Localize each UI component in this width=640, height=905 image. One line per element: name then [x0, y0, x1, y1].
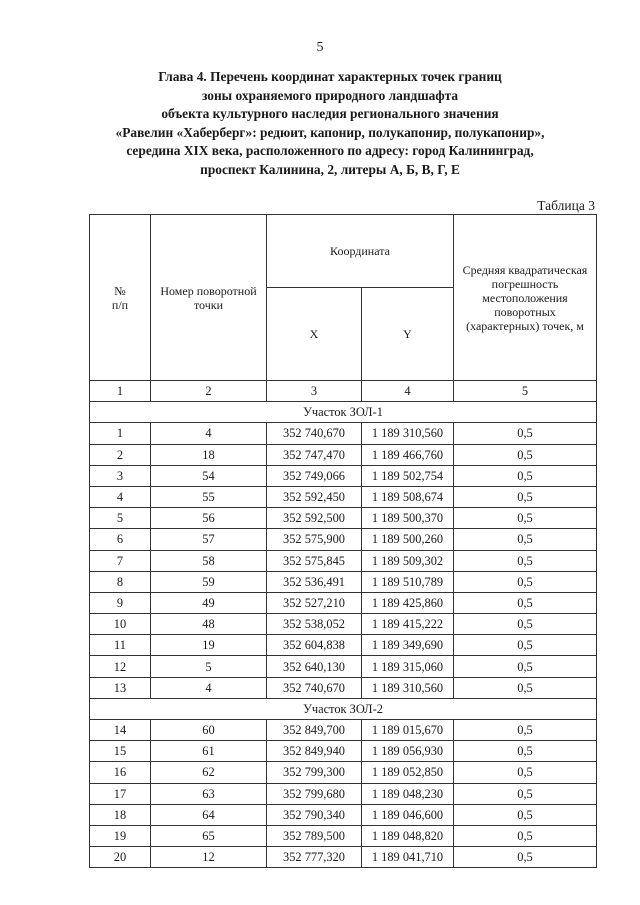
cell-x: 352 527,210: [267, 592, 362, 613]
cell-error: 0,5: [454, 677, 597, 698]
cell-y: 1 189 425,860: [362, 592, 454, 613]
cell-y: 1 189 502,754: [362, 465, 454, 486]
heading-line: «Равелин «Хаберберг»: редюит, капонир, полукапонир, полукапонир»,: [115, 124, 545, 140]
cell-x: 352 575,845: [267, 550, 362, 571]
cell-x: 352 777,320: [267, 847, 362, 868]
table-row: [90, 423, 597, 444]
section-row: [90, 402, 597, 423]
cell-y: 1 189 310,560: [362, 677, 454, 698]
cell-point-number: 65: [151, 825, 267, 846]
cell-y: 1 189 500,260: [362, 529, 454, 550]
cell-x: 352 849,940: [267, 741, 362, 762]
cell-y: 1 189 349,690: [362, 635, 454, 656]
cell-x: 352 640,130: [267, 656, 362, 677]
cell-error: 0,5: [454, 486, 597, 507]
chapter-heading: [70, 68, 590, 179]
table-row: [90, 571, 597, 592]
cell-row-number: 15: [90, 741, 151, 762]
column-number: 2: [151, 381, 267, 402]
cell-x: 352 790,340: [267, 804, 362, 825]
section-title: Участок ЗОЛ-2: [90, 698, 597, 719]
header-x: X: [267, 288, 362, 381]
cell-row-number: 7: [90, 550, 151, 571]
cell-point-number: 58: [151, 550, 267, 571]
cell-y: 1 189 015,670: [362, 720, 454, 741]
cell-error: 0,5: [454, 804, 597, 825]
cell-error: 0,5: [454, 783, 597, 804]
cell-x: 352 799,300: [267, 762, 362, 783]
cell-x: 352 789,500: [267, 825, 362, 846]
table-row: [90, 465, 597, 486]
column-number: 3: [267, 381, 362, 402]
cell-y: 1 189 500,370: [362, 508, 454, 529]
cell-y: 1 189 466,760: [362, 444, 454, 465]
cell-point-number: 5: [151, 656, 267, 677]
cell-x: 352 749,066: [267, 465, 362, 486]
cell-y: 1 189 415,222: [362, 614, 454, 635]
header-coordinate: Координата: [267, 215, 454, 288]
cell-point-number: 55: [151, 486, 267, 507]
cell-y: 1 189 041,710: [362, 847, 454, 868]
table-row: [90, 677, 597, 698]
table-body: [90, 402, 597, 868]
cell-x: 352 536,491: [267, 571, 362, 592]
cell-x: 352 592,500: [267, 508, 362, 529]
heading-line: проспект Калинина, 2, литеры А, Б, В, Г, Е: [200, 161, 460, 177]
cell-point-number: 64: [151, 804, 267, 825]
cell-row-number: 3: [90, 465, 151, 486]
cell-row-number: 8: [90, 571, 151, 592]
table-row: [90, 550, 597, 571]
table-row: [90, 656, 597, 677]
section-title: Участок ЗОЛ-1: [90, 402, 597, 423]
cell-error: 0,5: [454, 762, 597, 783]
cell-row-number: 17: [90, 783, 151, 804]
table-row: [90, 486, 597, 507]
table-row: [90, 614, 597, 635]
cell-error: 0,5: [454, 847, 597, 868]
cell-error: 0,5: [454, 571, 597, 592]
section-row: [90, 698, 597, 719]
page-number: 5: [316, 40, 324, 55]
cell-point-number: 59: [151, 571, 267, 592]
cell-x: 352 849,700: [267, 720, 362, 741]
heading-line: середина XIX века, расположенного по адресу: город Калининград,: [126, 143, 534, 158]
header-num-line2: п/п: [111, 297, 129, 312]
column-number: 4: [362, 381, 454, 402]
cell-error: 0,5: [454, 465, 597, 486]
cell-error: 0,5: [454, 720, 597, 741]
cell-point-number: 12: [151, 847, 267, 868]
column-number: 5: [454, 381, 597, 402]
cell-row-number: 9: [90, 592, 151, 613]
heading-line: Глава 4. Перечень координат характерных точек границ: [158, 69, 502, 84]
header-mean-square-error: Средняя квадратическая погрешность местоположения поворотных (характерных) точек, м: [454, 215, 597, 381]
column-number: 1: [90, 381, 151, 402]
column-number-row: [90, 381, 597, 402]
cell-row-number: 20: [90, 847, 151, 868]
cell-row-number: 18: [90, 804, 151, 825]
cell-x: 352 740,670: [267, 677, 362, 698]
table-row: [90, 444, 597, 465]
cell-error: 0,5: [454, 529, 597, 550]
cell-row-number: 13: [90, 677, 151, 698]
table-row: [90, 762, 597, 783]
cell-error: 0,5: [454, 592, 597, 613]
cell-error: 0,5: [454, 825, 597, 846]
cell-x: 352 592,450: [267, 486, 362, 507]
cell-error: 0,5: [454, 614, 597, 635]
cell-row-number: 1: [90, 423, 151, 444]
cell-error: 0,5: [454, 508, 597, 529]
table-row: [90, 825, 597, 846]
cell-error: 0,5: [454, 550, 597, 571]
header-num: [90, 215, 151, 381]
cell-error: 0,5: [454, 423, 597, 444]
cell-x: 352 740,670: [267, 423, 362, 444]
heading-line: объекта культурного наследия регионального значения: [161, 106, 499, 121]
cell-row-number: 12: [90, 656, 151, 677]
cell-error: 0,5: [454, 656, 597, 677]
cell-point-number: 62: [151, 762, 267, 783]
table-row: [90, 529, 597, 550]
cell-point-number: 60: [151, 720, 267, 741]
cell-point-number: 61: [151, 741, 267, 762]
cell-y: 1 189 048,820: [362, 825, 454, 846]
heading-line: зоны охраняемого природного ландшафта: [201, 87, 459, 103]
cell-row-number: 10: [90, 614, 151, 635]
cell-y: 1 189 046,600: [362, 804, 454, 825]
cell-x: 352 538,052: [267, 614, 362, 635]
cell-x: 352 604,838: [267, 635, 362, 656]
cell-point-number: 48: [151, 614, 267, 635]
cell-point-number: 54: [151, 465, 267, 486]
cell-y: 1 189 508,674: [362, 486, 454, 507]
cell-point-number: 57: [151, 529, 267, 550]
cell-row-number: 14: [90, 720, 151, 741]
cell-y: 1 189 052,850: [362, 762, 454, 783]
cell-y: 1 189 509,302: [362, 550, 454, 571]
table-row: [90, 592, 597, 613]
table-row: [90, 635, 597, 656]
header-point-number: Номер поворотной точки: [151, 215, 267, 381]
cell-point-number: 4: [151, 677, 267, 698]
cell-y: 1 189 310,560: [362, 423, 454, 444]
cell-x: 352 747,470: [267, 444, 362, 465]
cell-y: 1 189 315,060: [362, 656, 454, 677]
cell-row-number: 16: [90, 762, 151, 783]
cell-y: 1 189 056,930: [362, 741, 454, 762]
cell-row-number: 19: [90, 825, 151, 846]
cell-row-number: 11: [90, 635, 151, 656]
cell-y: 1 189 510,789: [362, 571, 454, 592]
table-row: [90, 508, 597, 529]
table-row: [90, 720, 597, 741]
table-row: [90, 804, 597, 825]
cell-point-number: 63: [151, 783, 267, 804]
cell-row-number: 6: [90, 529, 151, 550]
table-row: [90, 847, 597, 868]
table-caption: Таблица 3: [537, 198, 595, 213]
header-num-line1: №: [114, 283, 126, 298]
cell-x: 352 575,900: [267, 529, 362, 550]
cell-point-number: 56: [151, 508, 267, 529]
table-row: [90, 741, 597, 762]
cell-row-number: 2: [90, 444, 151, 465]
cell-row-number: 4: [90, 486, 151, 507]
cell-point-number: 4: [151, 423, 267, 444]
cell-point-number: 19: [151, 635, 267, 656]
cell-y: 1 189 048,230: [362, 783, 454, 804]
coordinates-table: [89, 214, 597, 868]
cell-point-number: 49: [151, 592, 267, 613]
cell-error: 0,5: [454, 741, 597, 762]
header-y: Y: [362, 288, 454, 381]
cell-point-number: 18: [151, 444, 267, 465]
cell-error: 0,5: [454, 444, 597, 465]
table-row: [90, 783, 597, 804]
cell-error: 0,5: [454, 635, 597, 656]
cell-x: 352 799,680: [267, 783, 362, 804]
cell-row-number: 5: [90, 508, 151, 529]
